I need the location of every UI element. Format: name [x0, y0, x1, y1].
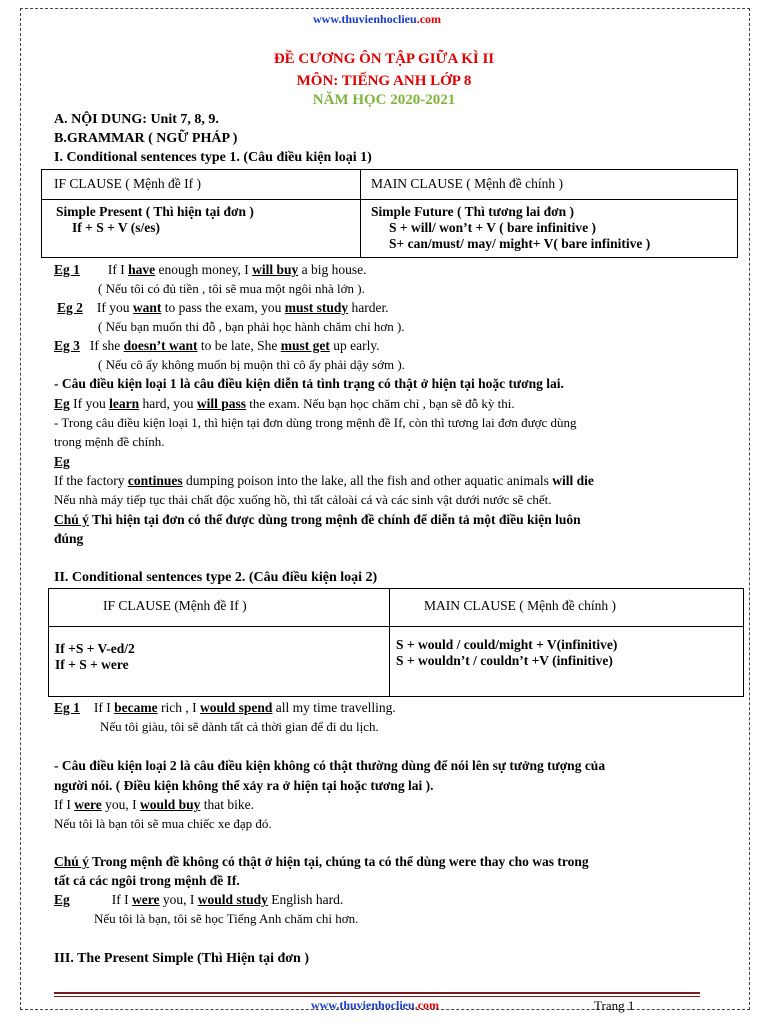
table1-if-cell — [42, 200, 361, 258]
table1-main-cell — [361, 200, 738, 258]
note-chuy-2-cont: tất cả các ngôi trong mệnh đề If. — [54, 873, 240, 888]
example-1-translation: ( Nếu tôi có đủ tiền , tôi sẽ mua một ngôi nhà lớn ). — [98, 281, 365, 296]
table2-if-formula-2: If + S + were — [55, 657, 129, 672]
example-2-translation: ( Nếu bạn muốn thi đỗ , bạn phải học hành chăm chỉ hơn ). — [98, 319, 405, 334]
example-5: If the factory continues dumping poison into the lake, all the fish and other aquatic animals will die — [54, 473, 594, 488]
document-title: ĐỀ CƯƠNG ÔN TẬP GIỮA KÌ II — [273, 51, 495, 67]
note-type2-definition-2: người nói. ( Điều kiện không thể xảy ra ở hiện tại hoặc tương lai ). — [54, 778, 434, 793]
note-chuy-2: Chú ý Trong mệnh đề không có thật ở hiện tại, chúng ta có thể dùng were thay cho was trong — [54, 854, 589, 869]
table2-header-main: MAIN CLAUSE ( Mệnh đề chính ) — [390, 589, 744, 627]
footer-url[interactable]: www.thuvienhoclieu.com — [311, 998, 440, 1012]
table1-header-if: IF CLAUSE ( Mệnh đề If ) — [42, 170, 361, 200]
example-5-label: Eg — [54, 454, 70, 469]
note-type1-usage-2: trong mệnh đề chính. — [54, 434, 165, 449]
table2-main-formula-1: S + would / could/might + V(infinitive) — [396, 637, 618, 652]
page-number: Trang 1 — [594, 998, 635, 1013]
subject-title: MÔN: TIẾNG ANH LỚP 8 — [296, 73, 472, 89]
note-type2-definition-1: - Câu điều kiện loại 2 là câu điều kiện không có thật thường dùng để nói lên sự tưởng tượng của — [54, 758, 606, 773]
table1-main-formula-2: S+ can/must/ may/ might+ V( bare infinitive ) — [389, 236, 651, 251]
section-1-heading: I. Conditional sentences type 1. (Câu điều kiện loại 1) — [54, 150, 372, 165]
example-2: Eg 2 If you want to pass the exam, you must study harder. — [57, 300, 389, 315]
section-a-heading: A. NỘI DUNG: Unit 7, 8, 9. — [54, 112, 219, 127]
note-type1-usage-1: - Trong câu điều kiện loại 1, thì hiện tại đơn dùng trong mệnh đề If, còn thì tương lai đơn được dùng — [54, 415, 577, 430]
example-5-translation: Nếu nhà máy tiếp tục thải chất độc xuống hồ, thì tất cảloài cá và các sinh vật dưới nước sẽ chết. — [54, 492, 552, 507]
example-1: Eg 1 If I have enough money, I will buy a big house. — [54, 262, 367, 277]
table2-main-cell — [390, 627, 744, 697]
section-2-heading: II. Conditional sentences type 2. (Câu điều kiện loại 2) — [54, 570, 378, 585]
footer-rule — [54, 992, 700, 994]
table2-header-if: IF CLAUSE (Mệnh đề If ) — [49, 589, 390, 627]
section-b-heading: B.GRAMMAR ( NGỮ PHÁP ) — [54, 131, 238, 146]
table2-if-formula-1: If +S + V-ed/2 — [55, 641, 135, 656]
header-url[interactable]: www.thuvienhoclieu.com — [313, 12, 442, 26]
example-4: Eg If you learn hard, you will pass the exam. Nếu bạn học chăm chỉ , bạn sẽ đỗ kỳ thi. — [54, 396, 515, 411]
example-7: If I were you, I would buy that bike. — [54, 797, 255, 812]
example-3-translation: ( Nếu cô ấy không muốn bị muộn thì cô ấy phải dậy sớm ). — [98, 357, 405, 372]
table2-if-cell — [49, 627, 390, 697]
table-type2 — [48, 588, 744, 697]
table1-header-main: MAIN CLAUSE ( Mệnh đề chính ) — [361, 170, 738, 200]
example-3: Eg 3 If she doesn’t want to be late, She must get up early. — [54, 338, 380, 353]
example-7-translation: Nếu tôi là bạn tôi sẽ mua chiếc xe đạp đó. — [54, 816, 272, 831]
table1-if-formula: If + S + V (s/es) — [72, 220, 161, 235]
table1-main-tense: Simple Future ( Thì tương lai đơn ) — [371, 204, 574, 219]
table2-main-formula-2: S + wouldn’t / couldn’t +V (infinitive) — [396, 653, 613, 668]
example-8-translation: Nếu tôi là bạn, tôi sẽ học Tiếng Anh chăm chỉ hơn. — [94, 911, 359, 926]
note-chuy-1: Chú ý Thì hiện tại đơn có thể được dùng trong mệnh đề chính để diễn tả một điều kiện luôn — [54, 512, 581, 527]
table-type1 — [41, 169, 738, 258]
table1-if-tense: Simple Present ( Thì hiện tại đơn ) — [56, 204, 254, 219]
example-6: Eg 1 If I became rich , I would spend all my time travelling. — [54, 700, 396, 715]
note-chuy-1-cont: đúng — [54, 531, 84, 546]
example-6-translation: Nếu tôi giàu, tôi sẽ dành tất cả thời gian để đi du lịch. — [100, 719, 379, 734]
section-3-heading: III. The Present Simple (Thì Hiện tại đơn ) — [54, 951, 309, 966]
school-year: NĂM HỌC 2020-2021 — [312, 92, 456, 108]
footer-rule-thin — [54, 996, 700, 997]
note-type1-definition: - Câu điều kiện loại 1 là câu điều kiện diễn tả tình trạng có thật ở hiện tại hoặc tương lai. — [54, 376, 564, 391]
example-8: Eg If I were you, I would study English hard. — [54, 892, 344, 907]
table1-main-formula-1: S + will/ won’t + V ( bare infinitive ) — [389, 220, 597, 235]
